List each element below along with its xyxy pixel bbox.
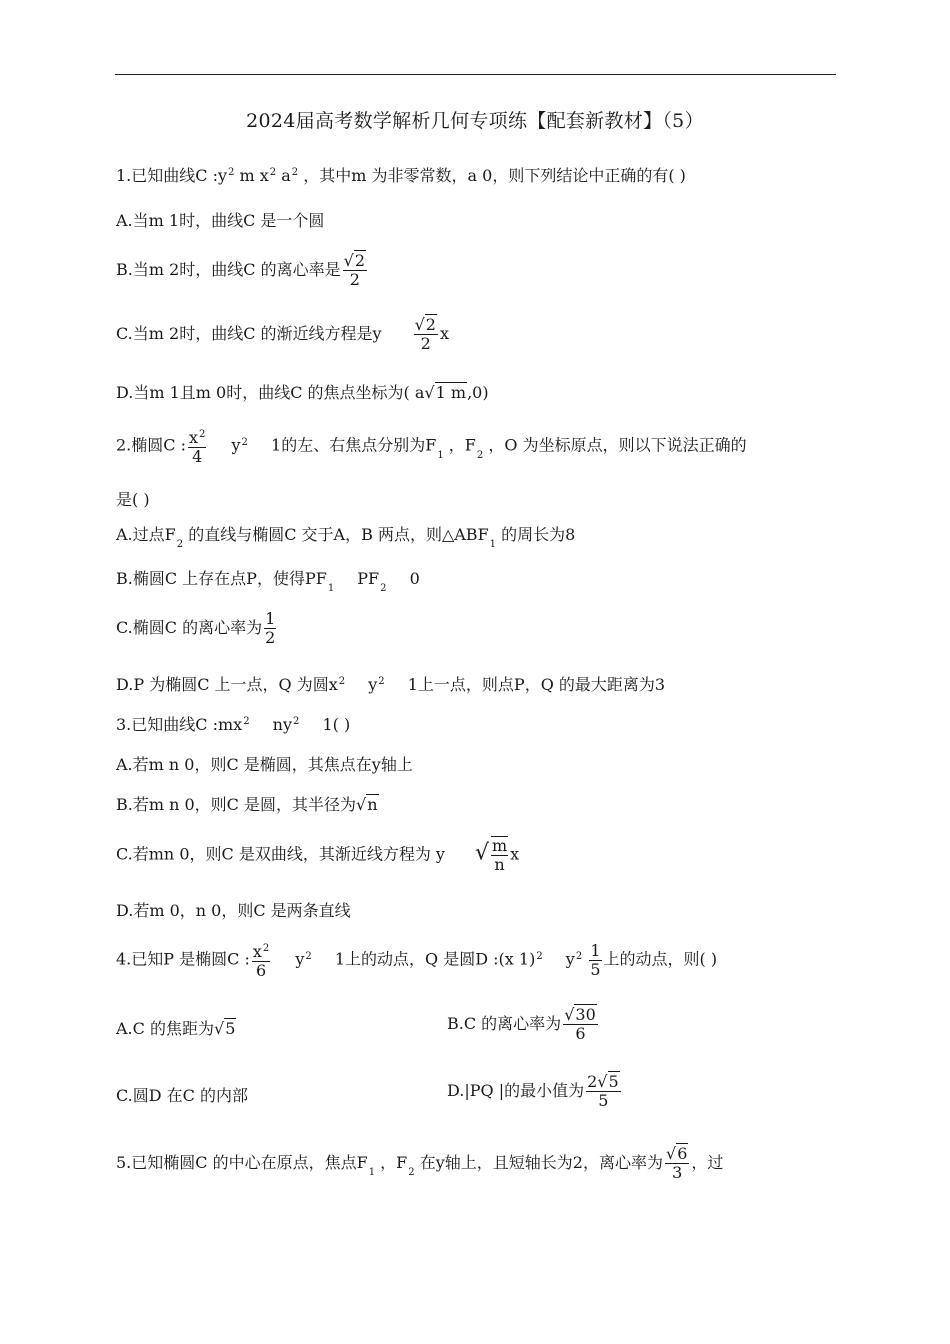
q4-option-b: B.C 的离心率为 $\frac{√30}{6}$ — [447, 1005, 596, 1043]
q4-option-a: A.C 的焦距为√5 — [116, 1019, 236, 1038]
q1-option-b: B.当m 2时，曲线C 的离心率是 $\frac{√2}{2}$ — [116, 251, 366, 289]
q4-option-c: C.圆D 在C 的内部 — [116, 1086, 249, 1105]
q5-stem: 5.已知椭圆C 的中心在原点，焦点$F_1$ ，$F_2$ 在y轴上，且短轴长为2，离心率为 $\frac{√6}{3}$ ，过 — [116, 1144, 724, 1182]
q1-option-d: D.当m 1且m 0时，曲线C 的焦点坐标为( a√1 m,0) — [116, 383, 489, 402]
fraction: $\frac{1}{5}$ — [590, 940, 601, 979]
fraction: $\frac{x^2}{6}$ — [252, 942, 270, 980]
fraction: $\frac{m}{n}$ — [492, 836, 508, 874]
q1-option-a: A.当m 1时，曲线C 是一个圆 — [116, 211, 325, 230]
q3-option-c: C.若mn 0，则C 是双曲线，其渐近线方程为 y √ $\frac{m}{n}$ x — [116, 836, 520, 874]
q3-option-a: A.若m n 0，则C 是椭圆，其焦点在y轴上 — [116, 755, 413, 774]
page-title: 2024届高考数学解析几何专项练【配套新教材】（5） — [246, 110, 704, 132]
q2-option-a: A.过点$F_2$ 的直线与椭圆C 交于A，B 两点，则$\triangle ABF_1$ 的周长为8 — [116, 525, 576, 550]
q2-stem-cont: 是( ) — [116, 490, 150, 509]
q4-option-d: D.|PQ |的最小值为 $\frac{2√5}{5}$ — [447, 1072, 619, 1110]
q4-stem: 4.已知P 是椭圆C : $\frac{x^2}{6}$ $y^2$ 1上的动点，Q 是圆D :(x 1)$^2$ $y^2$ $\frac{1}{5}$ 上的动点，则( ) — [116, 940, 718, 980]
top-rule — [115, 74, 836, 75]
fraction: $\frac{x^2}{4}$ — [189, 428, 206, 466]
q1-option-c: C.当m 2时，曲线C 的渐近线方程是y $\frac{√2}{2}$ x — [116, 315, 449, 353]
q2-option-d: D.P 为椭圆C 上一点，Q 为圆$x^2$ $y^2$ 1上一点，则点P，Q 的最大距离为3 — [116, 675, 666, 694]
q3-stem: 3.已知曲线C $:mx^2$ $ny^2$ 1( ) — [116, 715, 351, 734]
fraction: $\frac{1}{2}$ — [265, 609, 276, 647]
fraction: $\frac{√2}{2}$ — [414, 315, 436, 353]
fraction: $\frac{√2}{2}$ — [343, 251, 366, 289]
q2-option-c: C.椭圆C 的离心率为 $\frac{1}{2}$ — [116, 609, 276, 647]
fraction: $\frac{2√5}{5}$ — [587, 1072, 619, 1110]
q1-stem: 1.已知曲线C $:y^2$ m $x^2$ $a^2$ ，其中m 为非零常数，a 0，则下列结论中正确的有( ) — [116, 166, 686, 185]
fraction: $\frac{√30}{6}$ — [564, 1005, 596, 1043]
q3-option-b: B.若m n 0，则C 是圆，其半径为√n — [116, 795, 378, 814]
q3-option-d: D.若m 0，n 0，则C 是两条直线 — [116, 901, 351, 920]
q2-stem: 2.椭圆C : $\frac{x^2}{4}$ $y^2$ 1的左、右焦点分别为$F_1$ ，$F_2$ ，O 为坐标原点，则以下说法正确的 — [116, 428, 747, 466]
q2-option-b: B.椭圆C 上存在点P，使得$PF_1$ $PF_2$ 0 — [116, 569, 420, 594]
fraction: $\frac{√6}{3}$ — [665, 1144, 688, 1182]
